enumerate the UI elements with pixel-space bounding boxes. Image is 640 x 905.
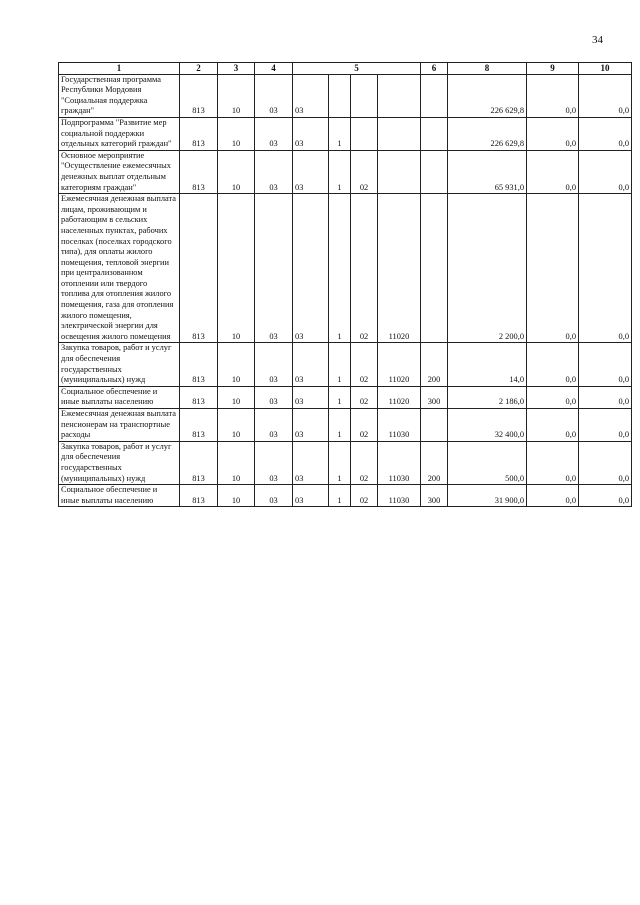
code-event: 02 bbox=[351, 441, 378, 484]
code-subprogram: 1 bbox=[329, 194, 351, 343]
table-row bbox=[59, 386, 632, 408]
row-name: Основное мероприятие "Осуществление ежемесячных денежных выплат отдельным категориям граждан" bbox=[59, 150, 180, 193]
amount-year-1: 65 931,0 bbox=[448, 150, 527, 193]
amount-year-3: 0,0 bbox=[579, 150, 632, 193]
table-row bbox=[59, 74, 632, 117]
row-name: Закупка товаров, работ и услуг для обеспечения государственных (муниципальных) нужд bbox=[59, 441, 180, 484]
code-subsection: 03 bbox=[255, 343, 293, 386]
code-program: 03 bbox=[293, 194, 329, 343]
code-direction: 11020 bbox=[378, 194, 421, 343]
amount-year-1: 226 629,8 bbox=[448, 117, 527, 150]
code-section: 10 bbox=[218, 74, 255, 117]
row-name: Государственная программа Республики Мордовия "Социальная поддержка граждан" bbox=[59, 74, 180, 117]
code-expense-type: 200 bbox=[421, 441, 448, 484]
amount-year-2: 0,0 bbox=[527, 343, 579, 386]
code-section: 10 bbox=[218, 485, 255, 507]
amount-year-1: 500,0 bbox=[448, 441, 527, 484]
amount-year-2: 0,0 bbox=[527, 441, 579, 484]
amount-year-1: 31 900,0 bbox=[448, 485, 527, 507]
code-chapter: 813 bbox=[180, 409, 218, 442]
code-chapter: 813 bbox=[180, 117, 218, 150]
code-subsection: 03 bbox=[255, 386, 293, 408]
amount-year-1: 14,0 bbox=[448, 343, 527, 386]
code-direction: 11030 bbox=[378, 441, 421, 484]
code-program: 03 bbox=[293, 150, 329, 193]
code-subsection: 03 bbox=[255, 485, 293, 507]
amount-year-1: 32 400,0 bbox=[448, 409, 527, 442]
amount-year-2: 0,0 bbox=[527, 194, 579, 343]
header-col-6: 6 bbox=[421, 63, 448, 75]
code-chapter: 813 bbox=[180, 485, 218, 507]
code-expense-type bbox=[421, 409, 448, 442]
table-row bbox=[59, 343, 632, 386]
row-name: Закупка товаров, работ и услуг для обеспечения государственных (муниципальных) нужд bbox=[59, 343, 180, 386]
code-chapter: 813 bbox=[180, 343, 218, 386]
amount-year-3: 0,0 bbox=[579, 194, 632, 343]
code-section: 10 bbox=[218, 343, 255, 386]
amount-year-3: 0,0 bbox=[579, 74, 632, 117]
code-event: 02 bbox=[351, 194, 378, 343]
amount-year-3: 0,0 bbox=[579, 441, 632, 484]
code-expense-type bbox=[421, 150, 448, 193]
code-program: 03 bbox=[293, 74, 329, 117]
table-row bbox=[59, 194, 632, 343]
amount-year-2: 0,0 bbox=[527, 485, 579, 507]
page-number: 34 bbox=[592, 34, 603, 46]
code-subprogram: 1 bbox=[329, 485, 351, 507]
code-event: 02 bbox=[351, 485, 378, 507]
code-section: 10 bbox=[218, 409, 255, 442]
code-program: 03 bbox=[293, 485, 329, 507]
code-expense-type bbox=[421, 74, 448, 117]
code-event bbox=[351, 117, 378, 150]
code-direction bbox=[378, 150, 421, 193]
amount-year-2: 0,0 bbox=[527, 117, 579, 150]
code-event: 02 bbox=[351, 150, 378, 193]
code-subprogram: 1 bbox=[329, 117, 351, 150]
code-subprogram: 1 bbox=[329, 150, 351, 193]
code-program: 03 bbox=[293, 117, 329, 150]
code-subsection: 03 bbox=[255, 117, 293, 150]
amount-year-3: 0,0 bbox=[579, 117, 632, 150]
row-name: Социальное обеспечение и иные выплаты населению bbox=[59, 485, 180, 507]
header-col-4: 4 bbox=[255, 63, 293, 75]
code-chapter: 813 bbox=[180, 386, 218, 408]
code-chapter: 813 bbox=[180, 441, 218, 484]
header-col-10: 10 bbox=[579, 63, 632, 75]
code-expense-type: 300 bbox=[421, 485, 448, 507]
code-subsection: 03 bbox=[255, 194, 293, 343]
code-subsection: 03 bbox=[255, 409, 293, 442]
header-col-2: 2 bbox=[180, 63, 218, 75]
code-direction: 11020 bbox=[378, 343, 421, 386]
code-subprogram bbox=[329, 74, 351, 117]
code-subprogram: 1 bbox=[329, 343, 351, 386]
header-col-9: 9 bbox=[527, 63, 579, 75]
row-name: Социальное обеспечение и иные выплаты населению bbox=[59, 386, 180, 408]
code-program: 03 bbox=[293, 441, 329, 484]
code-expense-type: 300 bbox=[421, 386, 448, 408]
code-direction: 11030 bbox=[378, 485, 421, 507]
code-expense-type: 200 bbox=[421, 343, 448, 386]
code-direction bbox=[378, 117, 421, 150]
code-event: 02 bbox=[351, 343, 378, 386]
code-subsection: 03 bbox=[255, 150, 293, 193]
code-direction: 11030 bbox=[378, 409, 421, 442]
code-subprogram: 1 bbox=[329, 409, 351, 442]
table-row bbox=[59, 150, 632, 193]
amount-year-2: 0,0 bbox=[527, 386, 579, 408]
code-expense-type bbox=[421, 117, 448, 150]
code-direction: 11020 bbox=[378, 386, 421, 408]
amount-year-3: 0,0 bbox=[579, 409, 632, 442]
code-subsection: 03 bbox=[255, 441, 293, 484]
header-col-5: 5 bbox=[293, 63, 421, 75]
code-event bbox=[351, 74, 378, 117]
code-chapter: 813 bbox=[180, 150, 218, 193]
amount-year-1: 2 200,0 bbox=[448, 194, 527, 343]
code-chapter: 813 bbox=[180, 74, 218, 117]
code-program: 03 bbox=[293, 386, 329, 408]
code-section: 10 bbox=[218, 386, 255, 408]
code-event: 02 bbox=[351, 409, 378, 442]
amount-year-2: 0,0 bbox=[527, 74, 579, 117]
table-row bbox=[59, 409, 632, 442]
code-direction bbox=[378, 74, 421, 117]
row-name: Подпрограмма "Развитие мер социальной поддержки отдельных категорий граждан" bbox=[59, 117, 180, 150]
header-col-3: 3 bbox=[218, 63, 255, 75]
code-section: 10 bbox=[218, 194, 255, 343]
code-expense-type bbox=[421, 194, 448, 343]
table-row bbox=[59, 441, 632, 484]
row-name: Ежемесячная денежная выплата лицам, проживающим и работающим в сельских населенных пунктах, рабочих поселках (поселках городского типа), для оплаты жилого помещения, тепловой энергии при централизованном отоплении или твердого топлива для отопления жилого помещения, газа для отопления жилого помещения, электрической энергии для освещения жилого помещения bbox=[59, 194, 180, 343]
code-section: 10 bbox=[218, 117, 255, 150]
amount-year-3: 0,0 bbox=[579, 485, 632, 507]
code-program: 03 bbox=[293, 409, 329, 442]
table-row bbox=[59, 485, 632, 507]
header-col-8: 8 bbox=[448, 63, 527, 75]
code-subprogram: 1 bbox=[329, 441, 351, 484]
code-section: 10 bbox=[218, 441, 255, 484]
amount-year-2: 0,0 bbox=[527, 150, 579, 193]
code-subprogram: 1 bbox=[329, 386, 351, 408]
code-program: 03 bbox=[293, 343, 329, 386]
amount-year-1: 2 186,0 bbox=[448, 386, 527, 408]
budget-table bbox=[58, 62, 632, 507]
table-row bbox=[59, 117, 632, 150]
code-chapter: 813 bbox=[180, 194, 218, 343]
header-row bbox=[59, 63, 632, 75]
code-event: 02 bbox=[351, 386, 378, 408]
code-subsection: 03 bbox=[255, 74, 293, 117]
header-col-1: 1 bbox=[59, 63, 180, 75]
amount-year-3: 0,0 bbox=[579, 343, 632, 386]
amount-year-3: 0,0 bbox=[579, 386, 632, 408]
amount-year-1: 226 629,8 bbox=[448, 74, 527, 117]
amount-year-2: 0,0 bbox=[527, 409, 579, 442]
code-section: 10 bbox=[218, 150, 255, 193]
row-name: Ежемесячная денежная выплата пенсионерам на транспортные расходы bbox=[59, 409, 180, 442]
